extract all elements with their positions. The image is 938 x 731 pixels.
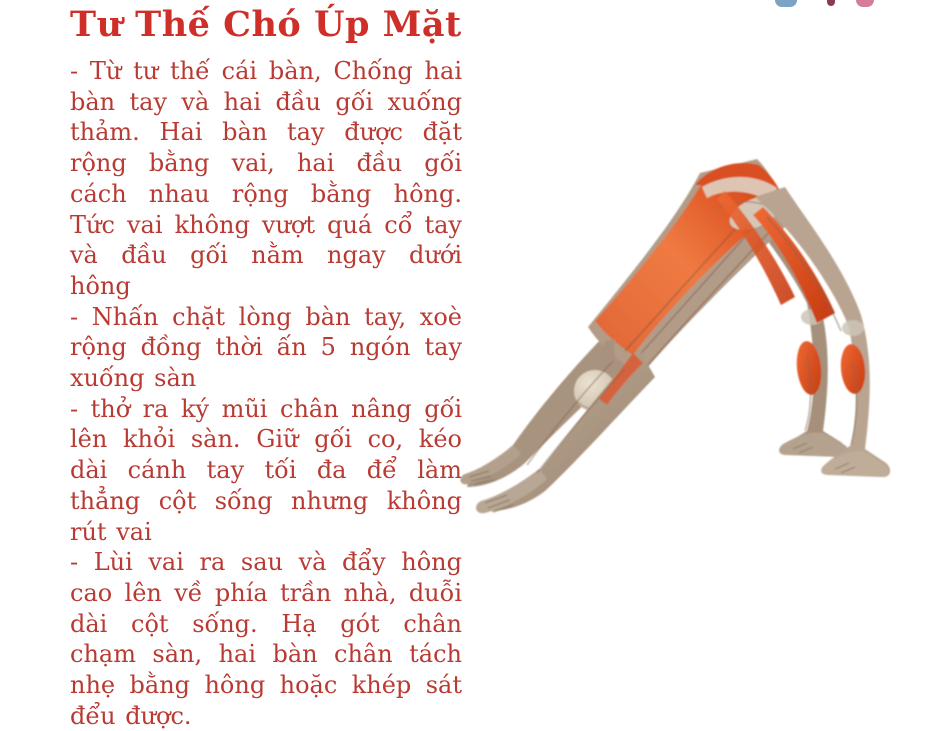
- downward-dog-illustration: [455, 125, 925, 525]
- instruction-paragraph-4: - Lùi vai ra sau và đẩy hông cao lên về phía trần nhà, duỗi dài cột sống. Hạ gót chân chạm sàn, hai bàn chân tách nhẹ bằng hông hoặc khép sát đểu được.: [70, 548, 462, 730]
- instructions-text: [70, 56, 462, 731]
- cropped-watermark-fragment-pink: [856, 0, 874, 7]
- instruction-paragraph-1: - Từ tư thế cái bàn, Chống hai bàn tay và hai đầu gối xuống thảm. Hai bàn tay được đặt rộng bằng vai, hai đầu gối cách nhau rộng bằng hông. Tức vai không vượt quá cổ tay và đầu gối nằm ngay dưới hông: [70, 57, 462, 300]
- figure-near-knee: [842, 320, 864, 336]
- cropped-watermark-fragment-red: [827, 0, 835, 6]
- instruction-paragraph-3: - thở ra ký mũi chân nâng gối lên khỏi sàn. Giữ gối co, kéo dài cánh tay tối đa để làm thẳng cột sống nhưng không rút vai: [70, 394, 462, 546]
- page-title: Tư Thế Chó Úp Mặt: [70, 4, 462, 45]
- figure-near-arm: [476, 349, 655, 513]
- instruction-paragraph-2: - Nhấn chặt lòng bàn tay, xoè rộng đồng thời ấn 5 ngón tay xuống sàn: [70, 302, 462, 393]
- figure-far-foot: [779, 432, 848, 457]
- downward-dog-figure: [455, 125, 925, 525]
- cropped-watermark-fragment-blue: [775, 0, 797, 7]
